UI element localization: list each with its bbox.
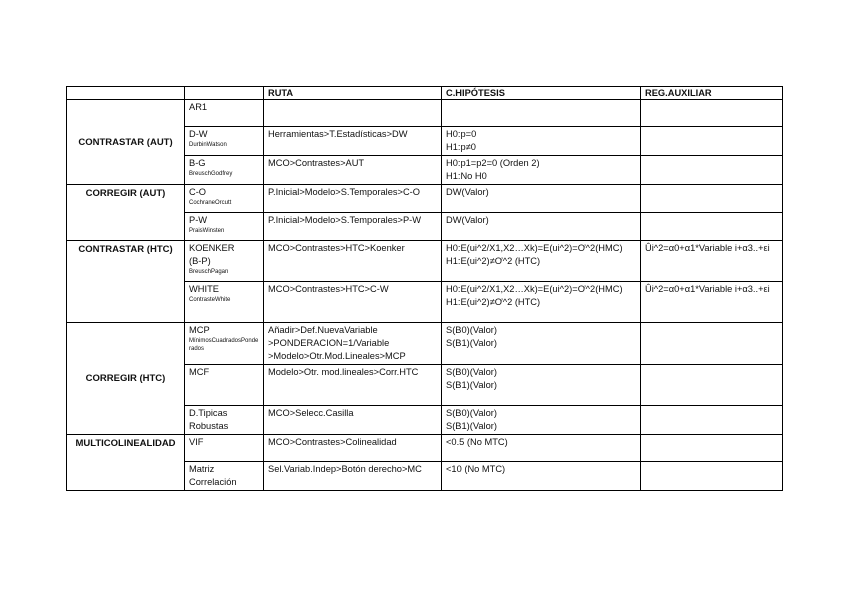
header-cell-group: [67, 87, 185, 100]
test-cell: [185, 241, 264, 282]
test-cell: [185, 462, 264, 491]
test-cell: [185, 213, 264, 241]
test-cell: [185, 100, 264, 127]
test-name: C-O: [189, 187, 207, 197]
hipotesis-line: H0:p=0: [446, 129, 477, 139]
ruta-line: Añadir>Def.NuevaVariable: [268, 325, 378, 335]
ruta-text: P.Inicial>Modelo>S.Temporales>C-O: [268, 187, 421, 197]
reg-auxiliar-cell: [641, 156, 783, 185]
test-name: AR1: [189, 102, 208, 112]
ruta-cell: [264, 241, 442, 282]
hipotesis-cell: [442, 185, 641, 213]
test-fullname: CochraneOrcutt: [189, 200, 232, 206]
ruta-text: MCO>Contrastes>Colinealidad: [268, 437, 397, 447]
hipotesis-line: H1:p≠0: [446, 142, 476, 152]
hipotesis-line: H1:No H0: [446, 171, 487, 181]
reg-auxiliar-text: Ûi^2=α0+α1*Variable i+α3..+εi: [645, 284, 770, 294]
ruta-line: >PONDERACION=1/Variable: [268, 338, 390, 348]
hipotesis-line: DW(Valor): [446, 187, 489, 197]
ruta-text: P.Inicial>Modelo>S.Temporales>P-W: [268, 215, 422, 225]
test-name: D.Tipicas: [189, 408, 228, 418]
test-cell: [185, 435, 264, 462]
test-fullname: DurbinWatson: [189, 142, 227, 148]
hipotesis-line: <0.5 (No MTC): [446, 437, 508, 447]
reg-auxiliar-cell: [641, 213, 783, 241]
reg-auxiliar-text: Ûi^2=α0+α1*Variable i+α3..+εi: [645, 243, 770, 253]
hipotesis-cell: [442, 213, 641, 241]
ruta-cell: [264, 282, 442, 323]
reg-auxiliar-cell: [641, 185, 783, 213]
test-cell: [185, 127, 264, 156]
hipotesis-line: H1:E(ui^2)≠Ơ^2 (HTC): [446, 256, 541, 266]
ruta-text: MCO>Contrastes>HTC>Koenker: [268, 243, 405, 253]
test-cell: [185, 323, 264, 365]
test-name: B-G: [189, 158, 206, 168]
ruta-text: Modelo>Otr. mod.lineales>Corr.HTC: [268, 367, 419, 377]
ruta-cell: [264, 406, 442, 435]
econometrics-summary-table: [66, 86, 783, 491]
ruta-cell: [264, 156, 442, 185]
ruta-line: >Modelo>Otr.Mod.Lineales>MCP: [268, 351, 406, 361]
test-cell: [185, 406, 264, 435]
hipotesis-cell: [442, 100, 641, 127]
group-label-multicolinealidad: MULTICOLINEALIDAD: [67, 435, 185, 491]
reg-auxiliar-cell: [641, 100, 783, 127]
hipotesis-line: S(B0)(Valor): [446, 408, 497, 418]
hipotesis-cell: [442, 323, 641, 365]
hipotesis-line: H1:E(ui^2)≠Ơ^2 (HTC): [446, 297, 541, 307]
ruta-text: Herramientas>T.Estadísticas>DW: [268, 129, 408, 139]
table-row-vif: [67, 435, 783, 462]
test-name: MCF: [189, 367, 210, 377]
header-row: [67, 87, 783, 100]
group-label-contrastar-htc: CONTRASTAR (HTC): [67, 241, 185, 323]
table-row-co: [67, 185, 783, 213]
test-name-extra: (B-P): [189, 256, 211, 266]
test-fullname: BreuschGodfrey: [189, 171, 233, 177]
test-cell: [185, 156, 264, 185]
test-fullname: ContrasteWhite: [189, 297, 231, 303]
test-cell: [185, 365, 264, 406]
reg-auxiliar-cell: [641, 435, 783, 462]
ruta-cell: [264, 213, 442, 241]
reg-auxiliar-cell: [641, 282, 783, 323]
test-name: P-W: [189, 215, 208, 225]
hipotesis-line: S(B0)(Valor): [446, 325, 497, 335]
hipotesis-cell: [442, 435, 641, 462]
table-row-mcp: [67, 323, 783, 365]
test-fullname: PraisWinsten: [189, 228, 225, 234]
hipotesis-cell: [442, 127, 641, 156]
group-label-corregir-htc: CORREGIR (HTC): [67, 323, 185, 435]
header-cell-hipotesis: C.HIPÓTESIS: [442, 87, 641, 100]
reg-auxiliar-cell: [641, 323, 783, 365]
hipotesis-line: S(B1)(Valor): [446, 421, 497, 431]
ruta-text: Sel.Variab.Indep>Botón derecho>MC: [268, 464, 422, 474]
hipotesis-line: S(B1)(Valor): [446, 380, 497, 390]
test-name: KOENKER: [189, 243, 235, 253]
header-cell-ruta: RUTA: [264, 87, 442, 100]
table-row-koenker: [67, 241, 783, 282]
ruta-text: MCO>Selecc.Casilla: [268, 408, 354, 418]
reg-auxiliar-cell: [641, 241, 783, 282]
hipotesis-line: H0:E(ui^2/X1,X2…Xk)=E(ui^2)=Ơ^2(HMC): [446, 284, 623, 294]
ruta-cell: [264, 462, 442, 491]
group-label-contrastar-aut: CONTRASTAR (AUT): [67, 100, 185, 185]
test-cell: [185, 282, 264, 323]
table-row-ar1: [67, 100, 783, 127]
ruta-cell: [264, 323, 442, 365]
hipotesis-cell: [442, 156, 641, 185]
header-cell-reg-auxiliar: REG.AUXILIAR: [641, 87, 783, 100]
ruta-cell: [264, 185, 442, 213]
ruta-cell: [264, 127, 442, 156]
hipotesis-line: S(B1)(Valor): [446, 338, 497, 348]
hipotesis-line: S(B0)(Valor): [446, 367, 497, 377]
test-name: Matriz: [189, 464, 215, 474]
test-fullname: BreuschPagan: [189, 269, 229, 275]
hipotesis-cell: [442, 241, 641, 282]
hipotesis-cell: [442, 406, 641, 435]
ruta-cell: [264, 435, 442, 462]
reg-auxiliar-cell: [641, 462, 783, 491]
group-label-corregir-aut: CORREGIR (AUT): [67, 185, 185, 241]
hipotesis-cell: [442, 365, 641, 406]
reg-auxiliar-cell: [641, 365, 783, 406]
ruta-text: MCO>Contrastes>HTC>C-W: [268, 284, 389, 294]
ruta-cell: [264, 365, 442, 406]
test-name: MCP: [189, 325, 210, 335]
hipotesis-line: DW(Valor): [446, 215, 489, 225]
header-cell-test: [185, 87, 264, 100]
hipotesis-line: <10 (No MTC): [446, 464, 506, 474]
test-name-extra: Correlación: [189, 477, 237, 487]
hipotesis-cell: [442, 282, 641, 323]
test-fullname: MínimosCuadradosPonderados: [189, 338, 259, 352]
hipotesis-line: H0:E(ui^2/X1,X2…Xk)=E(ui^2)=Ơ^2(HMC): [446, 243, 623, 253]
test-name: D-W: [189, 129, 208, 139]
hipotesis-cell: [442, 462, 641, 491]
ruta-cell: [264, 100, 442, 127]
reg-auxiliar-cell: [641, 406, 783, 435]
reg-auxiliar-cell: [641, 127, 783, 156]
test-name: VIF: [189, 437, 204, 447]
hipotesis-line: H0:p1=p2=0 (Orden 2): [446, 158, 540, 168]
test-cell: [185, 185, 264, 213]
test-name: WHITE: [189, 284, 219, 294]
ruta-text: MCO>Contrastes>AUT: [268, 158, 365, 168]
test-name-extra: Robustas: [189, 421, 229, 431]
